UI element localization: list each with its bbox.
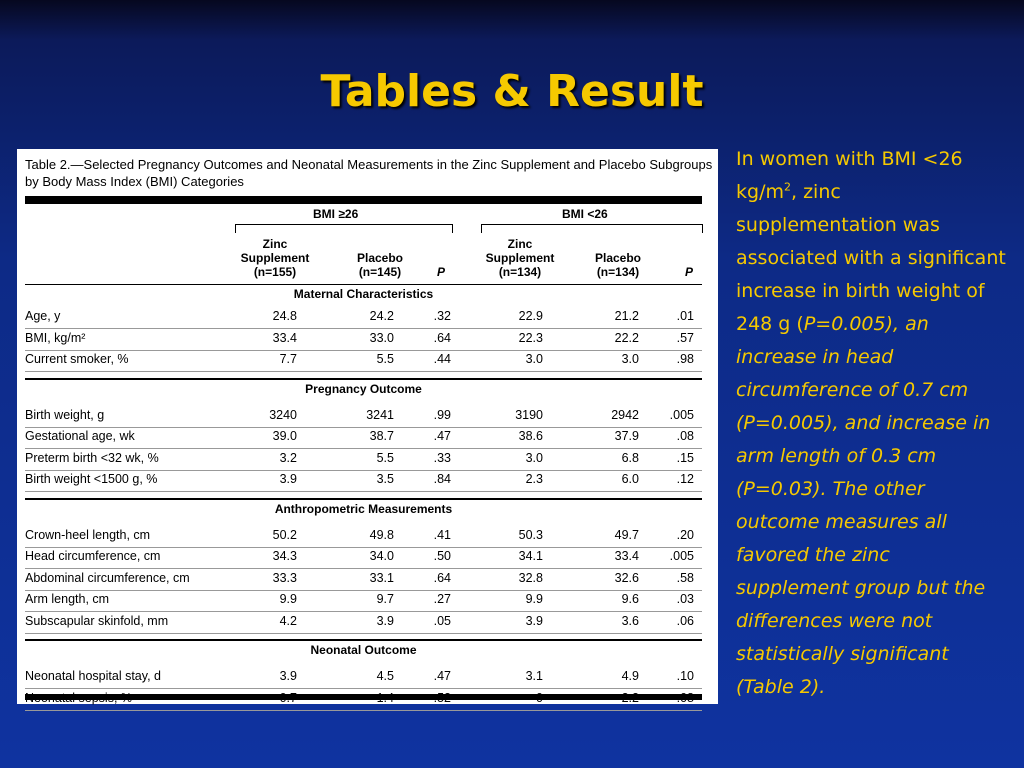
table-cell: .98 xyxy=(676,352,694,366)
table-cell: 34.3 xyxy=(272,549,297,563)
section-heading: Anthropometric Measurements xyxy=(274,501,453,516)
table-cell: .27 xyxy=(433,592,451,606)
section-rule xyxy=(25,639,702,641)
column-header-1-line1: Zinc xyxy=(262,237,288,251)
table-cell: 3.6 xyxy=(621,613,639,628)
table-top-rule xyxy=(25,196,702,204)
group-label-bmi-high: BMI ≥26 xyxy=(313,207,359,221)
table-cell: 49.8 xyxy=(369,527,394,542)
table-bottom-rule xyxy=(25,694,702,700)
column-header-2-line3: (n=145) xyxy=(358,265,402,279)
table-cell: 9.9 xyxy=(279,592,297,606)
row-label: Crown-heel length, cm xyxy=(25,527,151,542)
table-cell: 38.7 xyxy=(369,429,394,443)
row-divider xyxy=(25,427,702,428)
table-cell: 5.5 xyxy=(376,450,394,465)
table-cell: .08 xyxy=(676,429,694,443)
row-label: Birth weight <1500 g, % xyxy=(25,472,158,486)
row-label: Subscapular skinfold, mm xyxy=(25,613,169,628)
row-divider xyxy=(25,547,702,548)
table-cell: .005 xyxy=(669,549,694,563)
table-cell: 6.0 xyxy=(621,472,639,486)
group-bracket-bmi-high xyxy=(235,224,453,233)
table-caption: Table 2.—Selected Pregnancy Outcomes and Neonatal Measurements in the Zinc Supplement and Placebo Subgroups by Body Mass Index (BMI) Categories xyxy=(25,157,713,189)
table-cell: 9.6 xyxy=(621,592,639,606)
row-divider xyxy=(25,590,702,591)
table-cell: 3.0 xyxy=(525,450,543,465)
table-cell: 9.9 xyxy=(525,592,543,606)
row-label: Abdominal circumference, cm xyxy=(25,570,190,585)
table-cell: 33.4 xyxy=(272,330,297,345)
column-header-4-line1: Zinc xyxy=(507,237,533,251)
result-paragraph xyxy=(736,143,1006,704)
column-header-6-line3: P xyxy=(684,265,693,279)
table-cell: 33.1 xyxy=(369,570,394,585)
table-cell: 39.0 xyxy=(272,429,297,443)
result-text-part1: In women with BMI <26 kg/m xyxy=(736,148,963,203)
table-cell: 33.4 xyxy=(614,549,639,563)
row-divider xyxy=(25,611,702,612)
column-header-2-line2: Placebo xyxy=(356,251,404,265)
section-rule xyxy=(25,378,702,380)
table-cell: .33 xyxy=(433,450,451,465)
table-cell: .20 xyxy=(676,527,694,542)
table-cell: 34.1 xyxy=(518,549,543,563)
table-cell: .64 xyxy=(433,570,451,585)
table-cell: 24.2 xyxy=(369,309,394,323)
table-cell: 9.7 xyxy=(376,592,394,606)
table-cell: 3.9 xyxy=(279,472,297,486)
column-header-5-line3: (n=134) xyxy=(596,265,640,279)
table-cell: 3.2 xyxy=(279,450,297,465)
row-label: Arm length, cm xyxy=(25,592,110,606)
row-divider xyxy=(25,350,702,351)
table-cell: 7.7 xyxy=(279,352,297,366)
table-cell: 33.3 xyxy=(272,570,297,585)
table-cell: 3.1 xyxy=(525,669,543,683)
table-cell: 38.6 xyxy=(518,429,543,443)
table-cell: 3.9 xyxy=(525,613,543,628)
table-cell: .41 xyxy=(433,527,451,542)
table-cell: 5.5 xyxy=(376,352,394,366)
row-divider xyxy=(25,448,702,449)
column-header-1-line2: Supplement xyxy=(240,251,310,265)
column-header-1-line3: (n=155) xyxy=(253,265,297,279)
section-heading: Maternal Characteristics xyxy=(293,287,434,301)
column-header-4-line3: (n=134) xyxy=(498,265,542,279)
table-cell: 3.9 xyxy=(279,669,297,683)
table-cell: 22.2 xyxy=(614,330,639,345)
table-cell: 34.0 xyxy=(369,549,394,563)
table-cell: 3.0 xyxy=(621,352,639,366)
column-header-5-line2: Placebo xyxy=(594,251,642,265)
table-cell: 2942 xyxy=(611,407,639,422)
row-label: BMI, kg/m² xyxy=(25,330,86,345)
table-cell: 6.8 xyxy=(621,450,639,465)
table-cell: 4.9 xyxy=(621,669,639,683)
table-cell: 22.9 xyxy=(518,309,543,323)
table-cell: .58 xyxy=(676,570,694,585)
row-label: Gestational age, wk xyxy=(25,429,135,443)
table-cell: .005 xyxy=(669,407,694,422)
table-cell: .44 xyxy=(433,352,451,366)
table-cell: .50 xyxy=(433,549,451,563)
table-cell: .57 xyxy=(676,330,694,345)
table-cell: .05 xyxy=(433,613,451,628)
column-header-4-line2: Supplement xyxy=(485,251,555,265)
table-cell: 3241 xyxy=(366,407,394,422)
table-cell: 22.3 xyxy=(518,330,543,345)
table-cell: .12 xyxy=(676,472,694,486)
table-cell: 3240 xyxy=(269,407,297,422)
table-cell: 32.6 xyxy=(614,570,639,585)
row-label: Preterm birth <32 wk, % xyxy=(25,450,159,465)
row-label: Head circumference, cm xyxy=(25,549,161,563)
table-cell: .99 xyxy=(433,407,451,422)
table-cell: 3.9 xyxy=(376,613,394,628)
table-cell: .32 xyxy=(433,309,451,323)
column-header-3-line3: P xyxy=(436,265,445,279)
table-cell: 24.8 xyxy=(272,309,297,323)
table-cell: .47 xyxy=(433,669,451,683)
row-divider xyxy=(25,688,702,689)
table-cell: 37.9 xyxy=(614,429,639,443)
table-cell: .10 xyxy=(676,669,694,683)
table-image xyxy=(17,149,718,704)
row-label: Birth weight, g xyxy=(25,407,105,422)
section-heading: Pregnancy Outcome xyxy=(305,381,422,396)
table-cell: 33.0 xyxy=(369,330,394,345)
row-label: Neonatal hospital stay, d xyxy=(25,669,161,683)
row-divider xyxy=(25,491,702,492)
table-cell: 50.3 xyxy=(518,527,543,542)
row-divider xyxy=(25,328,702,329)
table-cell: .01 xyxy=(676,309,694,323)
result-text-part3: P=0.005), an increase in head circumference of 0.7 cm (P=0.005), and increase in arm length of 0.3 cm (P=0.03). The other outcome measures all favored the zinc supplement group but the differences were not statistically significant (Table 2). xyxy=(736,313,991,698)
table-cell: .84 xyxy=(433,472,451,486)
row-divider xyxy=(25,568,702,569)
row-divider xyxy=(25,371,702,372)
row-divider xyxy=(25,633,702,634)
result-text-superscript: 2 xyxy=(783,180,791,194)
slide-title: Tables & Result xyxy=(320,66,704,117)
row-divider xyxy=(25,470,702,471)
table-cell: 21.2 xyxy=(614,309,639,323)
group-label-bmi-low: BMI <26 xyxy=(562,207,608,221)
row-label: Age, y xyxy=(25,309,61,323)
table-cell: 4.5 xyxy=(376,669,394,683)
table-cell: 49.7 xyxy=(614,527,639,542)
table-cell: .06 xyxy=(676,613,694,628)
table-cell: 3.0 xyxy=(525,352,543,366)
table-cell: .47 xyxy=(433,429,451,443)
table-cell: 50.2 xyxy=(272,527,297,542)
result-text-part2: , zinc supplementation was associated with a significant increase in birth weight of 248 g ( xyxy=(736,181,1006,335)
table-cell: 2.3 xyxy=(525,472,543,486)
table-cell: 3190 xyxy=(515,407,543,422)
table-cell: 4.2 xyxy=(279,613,297,628)
row-divider xyxy=(25,710,702,711)
row-label: Current smoker, % xyxy=(25,352,129,366)
table-cell: .15 xyxy=(676,450,694,465)
table-cell: .64 xyxy=(433,330,451,345)
section-heading: Neonatal Outcome xyxy=(310,643,417,657)
group-bracket-bmi-low xyxy=(481,224,703,233)
header-rule xyxy=(25,284,702,285)
table-cell: .03 xyxy=(676,592,694,606)
section-rule xyxy=(25,498,702,500)
table-cell: 32.8 xyxy=(518,570,543,585)
table-cell: 3.5 xyxy=(376,472,394,486)
